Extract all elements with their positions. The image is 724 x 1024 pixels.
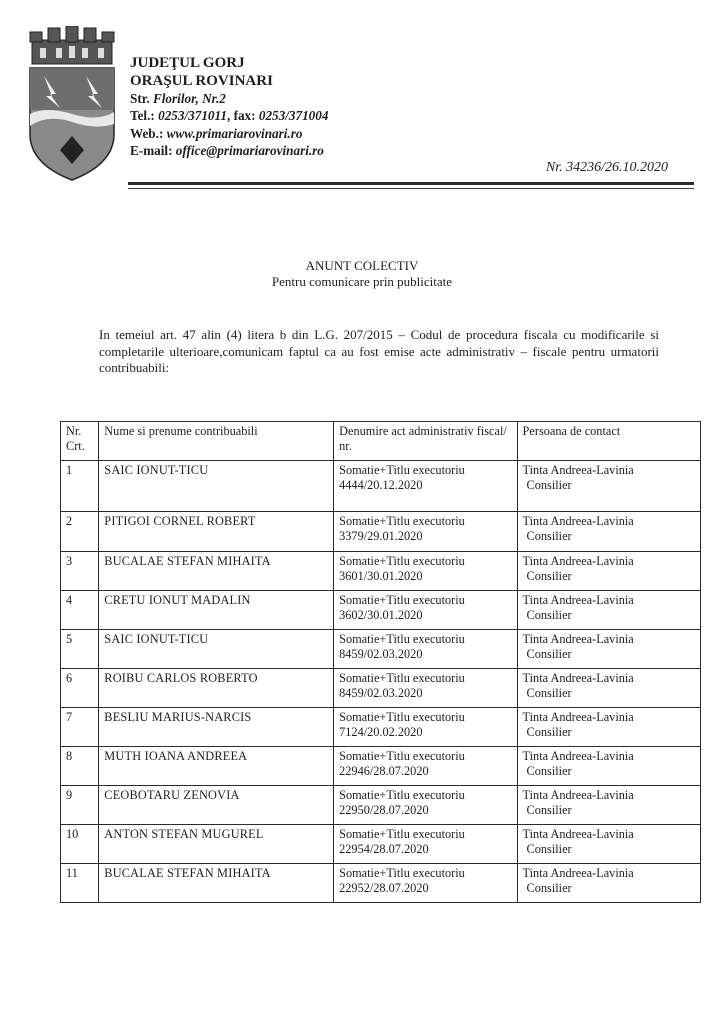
row-act [334, 461, 517, 512]
row-name: ANTON STEFAN MUGUREL [99, 825, 334, 864]
email-line: E-mail: office@primariarovinari.ro [130, 143, 324, 159]
row-contact [517, 512, 700, 552]
intro-paragraph: In temeiul art. 47 alin (4) litera b din L.G. 207/2015 – Codul de procedura fiscala cu modificarile si completarile ulterioare,comunicam faptul ca au fost emise acte administrativ – fiscale pentru urmatorii contribuabili: [99, 327, 659, 375]
act-number: 4444/20.12.2020 [339, 477, 423, 492]
row-nr: 2 [61, 512, 99, 552]
document-title [0, 258, 724, 290]
row-contact [517, 591, 700, 630]
act-number: 3602/30.01.2020 [339, 607, 423, 622]
row-name: MUTH IOANA ANDREEA [99, 747, 334, 786]
contact-role: Consilier [526, 607, 572, 622]
table-row [61, 461, 701, 512]
act-number: 22950/28.07.2020 [339, 802, 429, 817]
row-name: PITIGOI CORNEL ROBERT [99, 512, 334, 552]
row-act [334, 591, 517, 630]
act-number: 22946/28.07.2020 [339, 763, 429, 778]
table-row [61, 512, 701, 552]
row-nr: 3 [61, 552, 99, 591]
row-contact [517, 461, 700, 512]
contact-role: Consilier [526, 763, 572, 778]
act-number: 8459/02.03.2020 [339, 646, 423, 661]
row-act [334, 864, 517, 903]
act-type: Somatie+Titlu executoriu [339, 632, 465, 646]
contact-name: Tinta Andreea-Lavinia [522, 463, 634, 477]
contact-role: Consilier [526, 880, 572, 895]
act-number: 7124/20.02.2020 [339, 724, 423, 739]
header-divider-thin [128, 188, 694, 189]
row-nr: 11 [61, 864, 99, 903]
table-row [61, 630, 701, 669]
row-name: SAIC IONUT-TICU [99, 630, 334, 669]
row-name: BUCALAE STEFAN MIHAITA [99, 552, 334, 591]
header-divider [128, 182, 694, 185]
row-nr: 1 [61, 461, 99, 512]
registration-number: Nr. 34236/26.10.2020 [545, 160, 668, 175]
act-number: 8459/02.03.2020 [339, 685, 423, 700]
row-act [334, 747, 517, 786]
contact-name: Tinta Andreea-Lavinia [522, 671, 634, 685]
contact-name: Tinta Andreea-Lavinia [522, 827, 634, 841]
row-contact [517, 786, 700, 825]
contact-name: Tinta Andreea-Lavinia [522, 866, 634, 880]
row-act [334, 512, 517, 552]
act-type: Somatie+Titlu executoriu [339, 749, 465, 763]
contributors-table [60, 421, 701, 903]
act-type: Somatie+Titlu executoriu [339, 554, 465, 568]
table-row [61, 747, 701, 786]
act-type: Somatie+Titlu executoriu [339, 514, 465, 528]
table-row [61, 825, 701, 864]
row-act [334, 825, 517, 864]
header-nr: Nr. Crt. [61, 422, 99, 461]
contact-name: Tinta Andreea-Lavinia [522, 788, 634, 802]
table-row [61, 591, 701, 630]
town-name: ORAŞUL ROVINARI [130, 73, 273, 89]
act-type: Somatie+Titlu executoriu [339, 827, 465, 841]
contact-role: Consilier [526, 477, 572, 492]
row-act [334, 630, 517, 669]
header-name: Nume si prenume contribuabili [99, 422, 334, 461]
contact-name: Tinta Andreea-Lavinia [522, 593, 634, 607]
row-name: CEOBOTARU ZENOVIA [99, 786, 334, 825]
row-act [334, 552, 517, 591]
header-contact: Persoana de contact [517, 422, 700, 461]
address-line: Str. Florilor, Nr.2 [130, 91, 226, 106]
act-type: Somatie+Titlu executoriu [339, 463, 465, 477]
act-type: Somatie+Titlu executoriu [339, 671, 465, 685]
row-act [334, 669, 517, 708]
row-nr: 4 [61, 591, 99, 630]
act-type: Somatie+Titlu executoriu [339, 866, 465, 880]
contact-role: Consilier [526, 724, 572, 739]
row-name: BESLIU MARIUS-NARCIS [99, 708, 334, 747]
row-nr: 8 [61, 747, 99, 786]
web-line: Web.: www.primariarovinari.ro [130, 125, 303, 141]
table-header-row [61, 422, 701, 461]
row-contact [517, 864, 700, 903]
contact-role: Consilier [526, 841, 572, 856]
row-contact [517, 630, 700, 669]
title-sub: Pentru comunicare prin publicitate [271, 274, 453, 289]
row-nr: 10 [61, 825, 99, 864]
row-contact [517, 552, 700, 591]
row-name: ROIBU CARLOS ROBERTO [99, 669, 334, 708]
row-contact [517, 669, 700, 708]
contact-name: Tinta Andreea-Lavinia [522, 710, 634, 724]
contact-role: Consilier [526, 646, 572, 661]
act-number: 22952/28.07.2020 [339, 880, 429, 895]
table-row [61, 786, 701, 825]
phone-line: Tel.: 0253/371011, fax: 0253/371004 [130, 108, 329, 124]
act-number: 3379/29.01.2020 [339, 528, 423, 543]
row-nr: 9 [61, 786, 99, 825]
county-name: JUDEŢUL GORJ [130, 55, 245, 71]
act-number: 3601/30.01.2020 [339, 568, 423, 583]
table-row [61, 708, 701, 747]
contact-name: Tinta Andreea-Lavinia [522, 554, 634, 568]
contact-name: Tinta Andreea-Lavinia [522, 749, 634, 763]
table-row [61, 864, 701, 903]
table-row [61, 552, 701, 591]
row-nr: 7 [61, 708, 99, 747]
act-number: 22954/28.07.2020 [339, 841, 429, 856]
row-contact [517, 747, 700, 786]
contact-name: Tinta Andreea-Lavinia [522, 632, 634, 646]
act-type: Somatie+Titlu executoriu [339, 710, 465, 724]
row-contact [517, 708, 700, 747]
header-act: Denumire act administrativ fiscal/ nr. [334, 422, 517, 461]
coat-of-arms-icon [26, 26, 118, 182]
letterhead [130, 54, 328, 160]
contact-name: Tinta Andreea-Lavinia [522, 514, 634, 528]
act-type: Somatie+Titlu executoriu [339, 788, 465, 802]
row-act [334, 786, 517, 825]
contact-role: Consilier [526, 685, 572, 700]
table-row [61, 669, 701, 708]
contact-role: Consilier [526, 568, 572, 583]
contact-role: Consilier [526, 802, 572, 817]
row-name: BUCALAE STEFAN MIHAITA [99, 864, 334, 903]
row-name: CRETU IONUT MADALIN [99, 591, 334, 630]
act-type: Somatie+Titlu executoriu [339, 593, 465, 607]
contact-role: Consilier [526, 528, 572, 543]
row-act [334, 708, 517, 747]
row-nr: 5 [61, 630, 99, 669]
row-nr: 6 [61, 669, 99, 708]
title-main: ANUNT COLECTIV [305, 258, 419, 273]
row-name: SAIC IONUT-TICU [99, 461, 334, 512]
row-contact [517, 825, 700, 864]
